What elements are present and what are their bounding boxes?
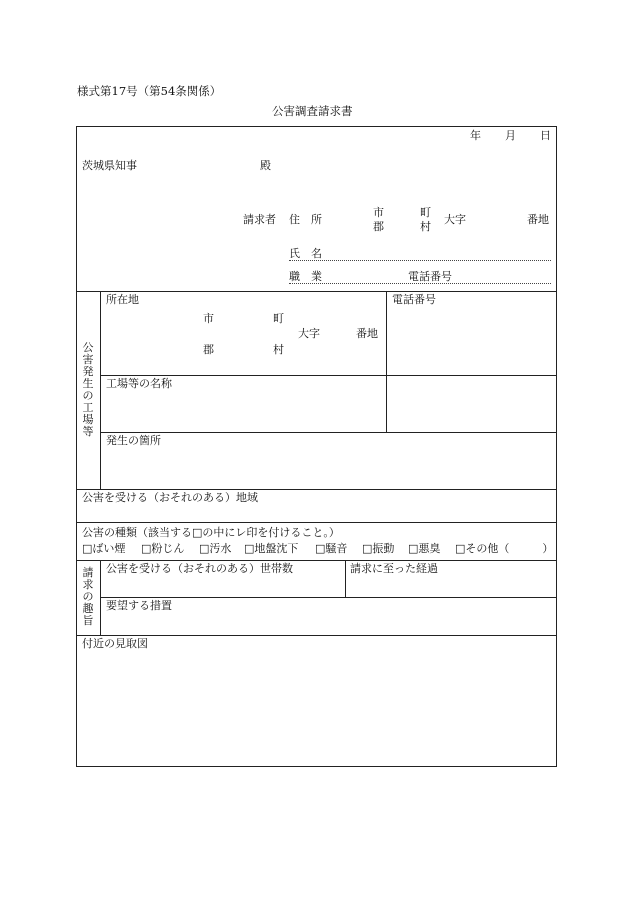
requester-gun: 郡 <box>373 220 384 233</box>
circumstances-label: 請求に至った経過 <box>350 562 438 575</box>
pollution-type-noise[interactable]: □騒音 <box>315 542 348 555</box>
addressee: 茨城県知事 <box>82 159 137 172</box>
page-title: 公害調査請求書 <box>272 104 353 118</box>
pollution-type-odor[interactable]: □悪臭 <box>408 542 441 555</box>
pollution-type-vibration[interactable]: □振動 <box>362 542 395 555</box>
pollution-type-dust[interactable]: □粉じん <box>141 542 185 555</box>
requester-name-label: 氏 名 <box>289 247 322 260</box>
date-year: 年 <box>470 129 481 142</box>
affected-area-label: 公害を受ける（おそれのある）地域 <box>82 491 258 504</box>
pollution-type-wastewater[interactable]: □汚水 <box>199 542 232 555</box>
date-month: 月 <box>505 129 516 142</box>
requester-shi: 市 <box>373 206 384 219</box>
requester-banchi: 番地 <box>527 213 549 226</box>
factory-section-vertical-label: 公 害 発 生 の 工 場 等 <box>82 341 94 438</box>
requester-occupation-line[interactable] <box>289 283 551 284</box>
divider-types-bottom <box>76 560 557 561</box>
requester-machi: 町 <box>420 206 431 219</box>
occurrence-location-label: 発生の箇所 <box>106 434 161 447</box>
factory-label-column-rule <box>100 291 101 489</box>
factory-phone-label: 電話番号 <box>392 293 436 306</box>
factory-mura: 村 <box>273 343 284 356</box>
requester-label: 請求者 <box>243 213 276 226</box>
date-day: 日 <box>540 129 551 142</box>
requester-address-label: 住 所 <box>289 213 322 226</box>
factory-name-label: 工場等の名称 <box>106 377 172 390</box>
pollution-type-other[interactable]: □その他（ ） <box>455 542 554 555</box>
divider-location-bottom <box>101 375 557 376</box>
factory-banchi: 番地 <box>356 327 378 340</box>
requester-phone-label: 電話番号 <box>408 270 452 283</box>
factory-machi: 町 <box>273 312 284 325</box>
vicinity-map-label: 付近の見取図 <box>82 637 148 650</box>
divider-area-bottom <box>76 522 557 523</box>
requested-measures-label: 要望する措置 <box>106 599 172 612</box>
divider-header-bottom <box>76 291 557 292</box>
request-section-vertical-label: 請 求 の 趣 旨 <box>82 566 94 627</box>
divider-factory-section-bottom <box>76 489 557 490</box>
pollution-type-subsidence[interactable]: □地盤沈下 <box>244 542 299 555</box>
households-label: 公害を受ける（おそれのある）世帯数 <box>106 562 293 575</box>
factory-shi: 市 <box>203 312 214 325</box>
factory-gun: 郡 <box>203 343 214 356</box>
pollution-types-heading: 公害の種類（該当する□の中にレ印を付けること。） <box>82 526 340 539</box>
factory-phone-column-rule <box>386 291 387 432</box>
divider-request-bottom <box>76 635 557 636</box>
requester-occupation-label: 職 業 <box>289 270 322 283</box>
factory-oaza: 大字 <box>298 327 320 340</box>
requester-mura: 村 <box>420 220 431 233</box>
honorific: 殿 <box>260 159 271 172</box>
request-label-column-rule <box>100 560 101 635</box>
divider-factory-name-bottom <box>101 432 557 433</box>
pollution-type-smoke[interactable]: □ばい煙 <box>82 542 126 555</box>
form-number: 様式第17号（第54条関係） <box>77 84 222 98</box>
requester-oaza: 大字 <box>444 213 466 226</box>
requester-name-line[interactable] <box>289 260 551 261</box>
factory-location-label: 所在地 <box>106 293 139 306</box>
households-column-rule <box>345 560 346 597</box>
divider-households-bottom <box>101 597 557 598</box>
